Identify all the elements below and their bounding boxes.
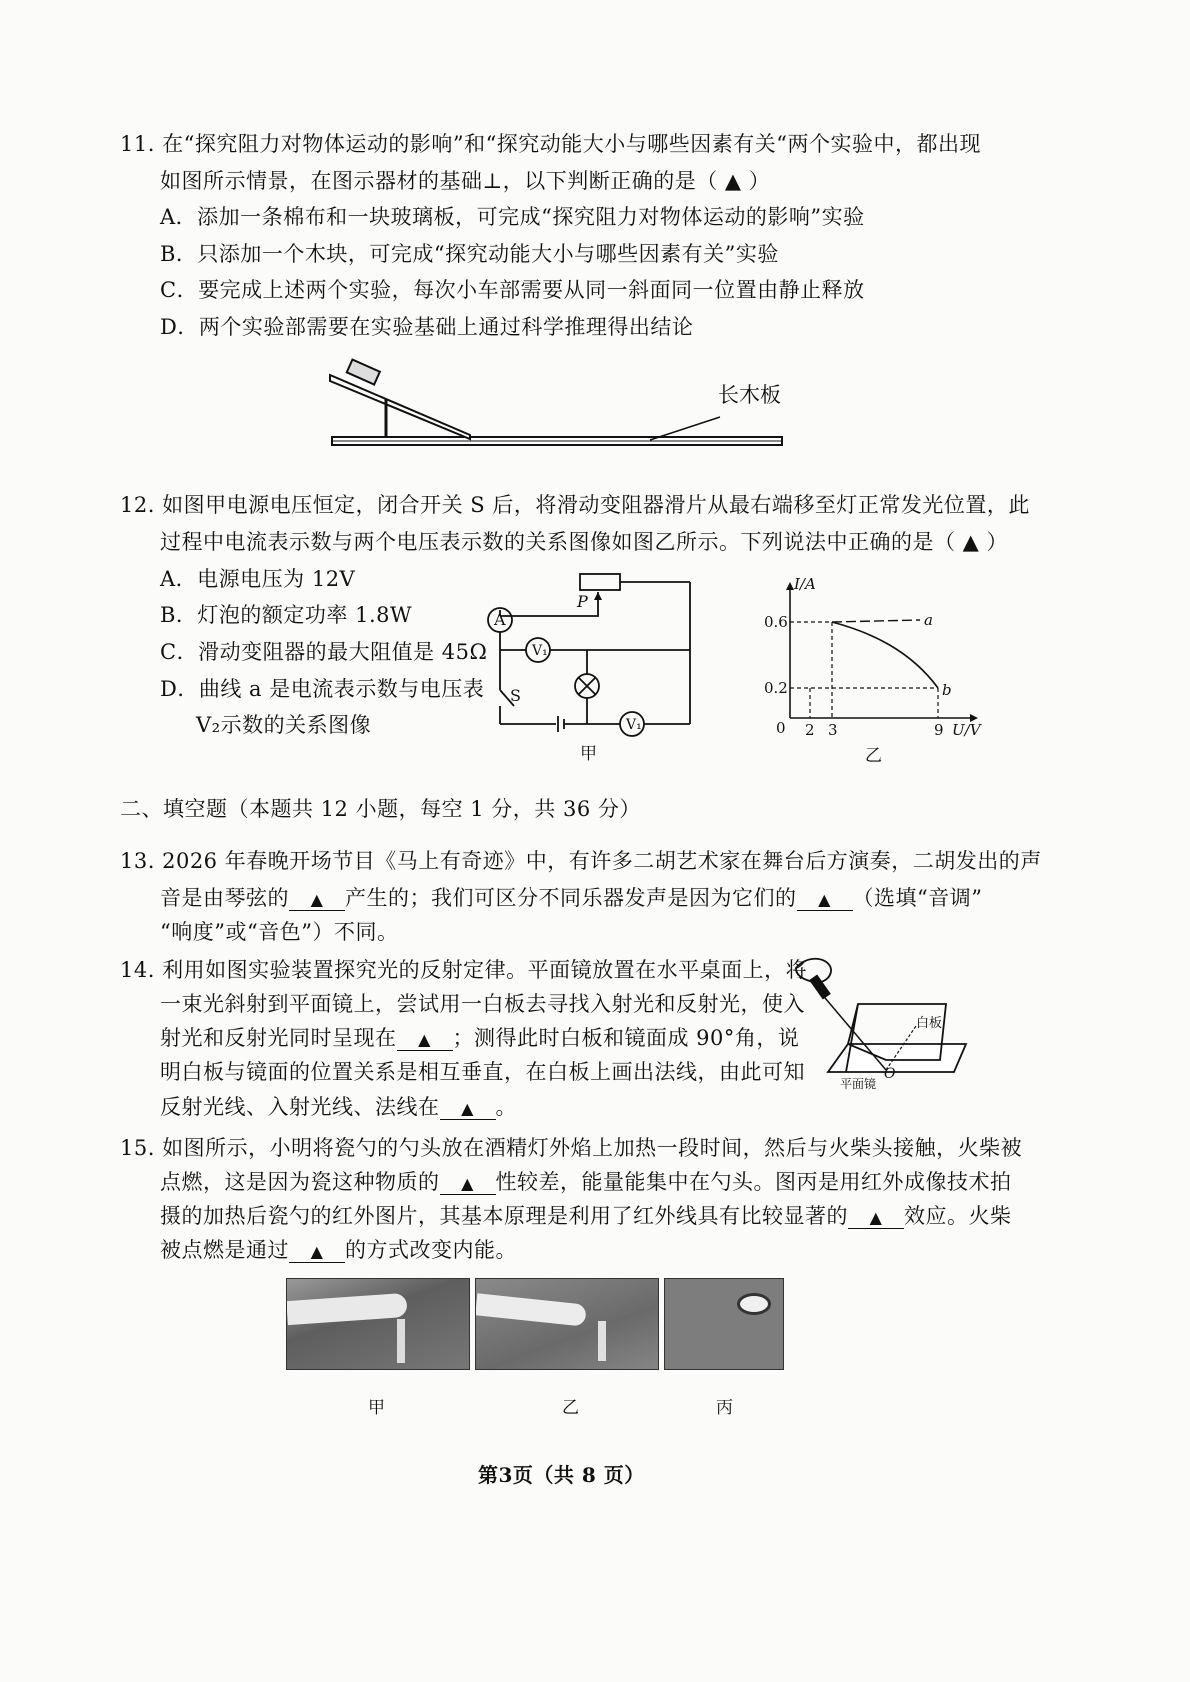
section-heading: 二、填空题（本题共 12 小题，每空 1 分，共 36 分） — [120, 797, 641, 821]
q15-line4 — [160, 1237, 517, 1263]
y-axis-label: I/A — [794, 575, 816, 593]
q13-line3: “响度”或“音色”）不同。 — [160, 920, 399, 944]
lamp-shape — [397, 1319, 405, 1363]
origin-label: 0 — [776, 719, 786, 737]
q12-option-b: B．灯泡的额定功率 1.8W — [160, 603, 413, 627]
x-tick-9: 9 — [934, 721, 944, 739]
q11-option-b: B．只添加一个木块，可完成“探究动能大小与哪些因素有关”实验 — [160, 242, 779, 266]
photo-yi — [475, 1278, 659, 1370]
q14-line1 — [120, 957, 807, 983]
q15-number: 15. — [120, 1136, 155, 1160]
q15-line1 — [120, 1135, 1022, 1161]
point-o-label: O — [884, 1066, 896, 1082]
q14-line5 — [160, 1094, 517, 1120]
blank-mark: ▲ — [461, 1099, 474, 1118]
q14-text-a: 反射光线、入射光线、法线在 — [160, 1095, 440, 1119]
blank-mark: ▲ — [310, 890, 324, 909]
answer-blank[interactable] — [397, 1030, 453, 1051]
q12-number: 12. — [120, 493, 155, 517]
answer-blank[interactable] — [797, 890, 853, 911]
q12-stem-text: 如图甲电源电压恒定，闭合开关 S 后，将滑动变阻器滑片从最右端移至灯正常发光位置，此 — [162, 493, 1030, 517]
x-tick-2: 2 — [805, 721, 815, 739]
q14-line2: 一束光斜射到平面镜上，尝试用一白板去寻找入射光和反射光，使入 — [160, 992, 805, 1016]
voltmeter1-label: V₁ — [532, 643, 548, 659]
incline — [330, 375, 470, 439]
match-shape — [598, 1321, 606, 1361]
q11-option-d: D．两个实验部需要在实验基础上通过科学推理得出结论 — [160, 315, 694, 339]
answer-blank[interactable] — [848, 1208, 904, 1229]
blank-mark: ▲ — [461, 1174, 474, 1193]
curve-b — [832, 622, 938, 688]
q15-text-a: 摄的加热后瓷勺的红外图片，其基本原理是利用了红外线具有比较显著的 — [160, 1204, 848, 1228]
q13-text-b: 产生的；我们可区分不同乐器发声是因为它们的 — [345, 886, 797, 910]
x-tick-3: 3 — [828, 721, 838, 739]
q12-stem-line1 — [120, 492, 1030, 518]
q12-option-d: D．曲线 a 是电流表示数与电压表 — [160, 677, 485, 701]
q11-stem-line1 — [120, 131, 981, 157]
spoon-shape — [475, 1293, 587, 1326]
q12-option-a: A．电源电压为 12V — [160, 567, 356, 591]
reflection-figure — [790, 952, 970, 1097]
hot-spot — [737, 1293, 771, 1315]
iu-graph — [770, 580, 990, 730]
q11-option-a: A．添加一条棉布和一块玻璃板，可完成“探究阻力对物体运动的影响”实验 — [160, 205, 865, 229]
long-board-label: 长木板 — [718, 383, 781, 407]
slider-label: P — [577, 592, 588, 611]
blank-mark: ▲ — [869, 1208, 883, 1227]
answer-blank[interactable] — [289, 890, 345, 911]
q11-stem-line2: 如图所示情景，在图示器材的基础⊥，以下判断正确的是（ ▲ ） — [160, 169, 771, 193]
blank-mark: ▲ — [418, 1030, 431, 1049]
circuit-caption: 甲 — [580, 744, 597, 764]
graph-caption: 乙 — [865, 746, 882, 766]
q14-text-b: 。 — [495, 1095, 517, 1119]
q13-line2 — [160, 885, 982, 911]
board-label: 白板 — [916, 1016, 943, 1031]
q15-line3 — [160, 1203, 1012, 1229]
blank-mark: ▲ — [818, 890, 831, 909]
photo-caption-bing: 丙 — [716, 1398, 733, 1418]
q12-option-c: C．滑动变阻器的最大阻值是 45Ω — [160, 640, 488, 664]
q15-text: 如图所示，小明将瓷勺的勺头放在酒精灯外焰上加热一段时间，然后与火柴头接触，火柴被 — [162, 1136, 1023, 1160]
switch-label: S — [510, 686, 521, 705]
q13-line1 — [120, 848, 1042, 874]
spoon-shape — [286, 1293, 407, 1325]
q13-text-c: （选填“音调” — [852, 886, 983, 910]
y-tick-02: 0.2 — [764, 679, 788, 697]
q15-text-a: 点燃，这是因为瓷这种物质的 — [160, 1170, 440, 1194]
q13-text: 2026 年春晚开场节目《马上有奇迹》中，有许多二胡艺术家在舞台后方演奏，二胡发出的声 — [162, 849, 1042, 873]
circuit-diagram — [480, 570, 700, 740]
ammeter-label: A — [494, 610, 506, 629]
q11-option-c: C．要完成上述两个实验，每次小车部需要从同一斜面同一位置由静止释放 — [160, 278, 865, 302]
q14-text: 利用如图实验装置探究光的反射定律。平面镜放置在水平桌面上，将 — [162, 958, 808, 982]
q15-line2 — [160, 1169, 1012, 1195]
photo-bing — [664, 1278, 784, 1370]
q13-text-a: 音是由琴弦的 — [160, 886, 289, 910]
x-axis-label: U/V — [952, 721, 981, 739]
answer-blank[interactable] — [289, 1242, 345, 1263]
q14-number: 14. — [120, 958, 155, 982]
blank-mark: ▲ — [310, 1242, 324, 1261]
q13-number: 13. — [120, 849, 155, 873]
curve-b-label: b — [942, 681, 952, 699]
q14-line4: 明白板与镜面的位置关系是相互垂直，在白板上画出法线，由此可知 — [160, 1060, 805, 1084]
answer-blank[interactable] — [440, 1174, 496, 1195]
cart-icon — [347, 360, 380, 385]
page-footer: 第3页（共 8 页） — [478, 1463, 645, 1487]
q12-stem-line2: 过程中电流表示数与两个电压表示数的关系图像如图乙所示。下列说法中正确的是（ ▲ ） — [160, 530, 1008, 554]
q11-stem-text: 在“探究阻力对物体运动的影响”和“探究动能大小与哪些因素有关“两个实验中，都出现 — [162, 132, 982, 156]
answer-blank[interactable] — [440, 1099, 496, 1120]
rheostat — [580, 574, 620, 590]
q15-text-a: 被点燃是通过 — [160, 1238, 289, 1262]
photo-caption-yi: 乙 — [562, 1398, 579, 1418]
voltmeter2-label: V₁ — [626, 717, 642, 733]
q15-text-b: 性较差，能量能集中在勺头。图丙是用红外成像技术拍 — [495, 1170, 1012, 1194]
photo-caption-jia: 甲 — [368, 1398, 385, 1418]
curve-a-label: a — [924, 611, 933, 629]
photo-jia — [286, 1278, 470, 1370]
q11-number: 11. — [120, 132, 155, 156]
q12-option-d-cont: V₂示数的关系图像 — [196, 713, 372, 737]
q15-text-b: 的方式改变内能。 — [345, 1238, 517, 1262]
q14-text-a: 射光和反射光同时呈现在 — [160, 1026, 397, 1050]
q14-line3 — [160, 1025, 799, 1051]
y-tick-06: 0.6 — [764, 613, 788, 631]
q14-text-b: ；测得此时白板和镜面成 90°角，说 — [452, 1026, 800, 1050]
curve-a — [832, 620, 920, 622]
q15-text-b: 效应。火柴 — [904, 1204, 1012, 1228]
mirror-label: 平面镜 — [840, 1077, 877, 1091]
